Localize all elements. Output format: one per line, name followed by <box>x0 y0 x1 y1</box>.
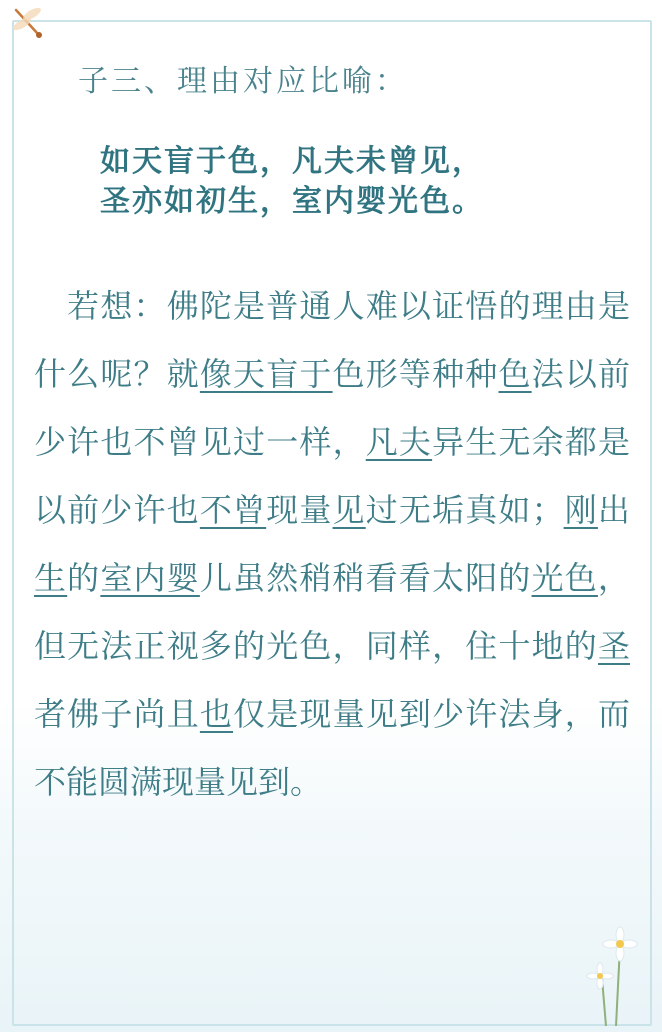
paragraph-text: 若想：佛陀是普通人难以证悟的理由是什么呢？就 <box>34 287 630 393</box>
paragraph-text: 法以前少许也不曾见过一样， <box>34 355 630 461</box>
paragraph-text: 者佛子尚且 <box>34 695 200 733</box>
paragraph-text: 仅是现量见到少许法身，而不能圆满现量见到。 <box>34 695 630 801</box>
paragraph-text: 过无垢真如； <box>365 491 564 529</box>
dragonfly-icon <box>8 4 50 44</box>
underlined-phrase: 不曾 <box>199 491 267 529</box>
paragraph-text: 异生无余都是以前少许也 <box>34 423 630 529</box>
underlined-phrase: 光色 <box>531 559 598 597</box>
underlined-phrase: 像天盲于 <box>199 355 333 393</box>
paragraph-text: 的 <box>67 559 101 597</box>
paragraph-text: 现量 <box>266 491 333 529</box>
underlined-phrase: 生 <box>34 559 68 597</box>
underlined-phrase: 见 <box>332 491 366 529</box>
paragraph-text: ，但无法正视多的光色，同样，住十地的 <box>34 559 630 665</box>
paragraph-text: 儿虽然稍稍看看太阳的 <box>199 559 532 597</box>
underlined-phrase: 也 <box>199 695 234 733</box>
verse-line-2: 圣亦如初生，室内婴光色。 <box>100 184 484 219</box>
underlined-phrase: 圣 <box>597 627 630 665</box>
verse-line-1: 如天盲于色，凡夫未曾见， <box>100 144 484 179</box>
underlined-phrase: 色 <box>498 355 532 393</box>
underlined-phrase: 凡夫 <box>365 423 433 461</box>
commentary-paragraph <box>34 272 630 816</box>
section-heading: 子三、理由对应比喻： <box>78 64 408 99</box>
daisy-flowers-icon <box>576 916 656 1026</box>
underlined-phrase: 刚 <box>563 491 598 529</box>
paragraph-text: 出 <box>597 491 630 529</box>
paragraph-text: 色形等种种 <box>332 355 499 393</box>
underlined-phrase: 室内婴 <box>100 559 200 597</box>
